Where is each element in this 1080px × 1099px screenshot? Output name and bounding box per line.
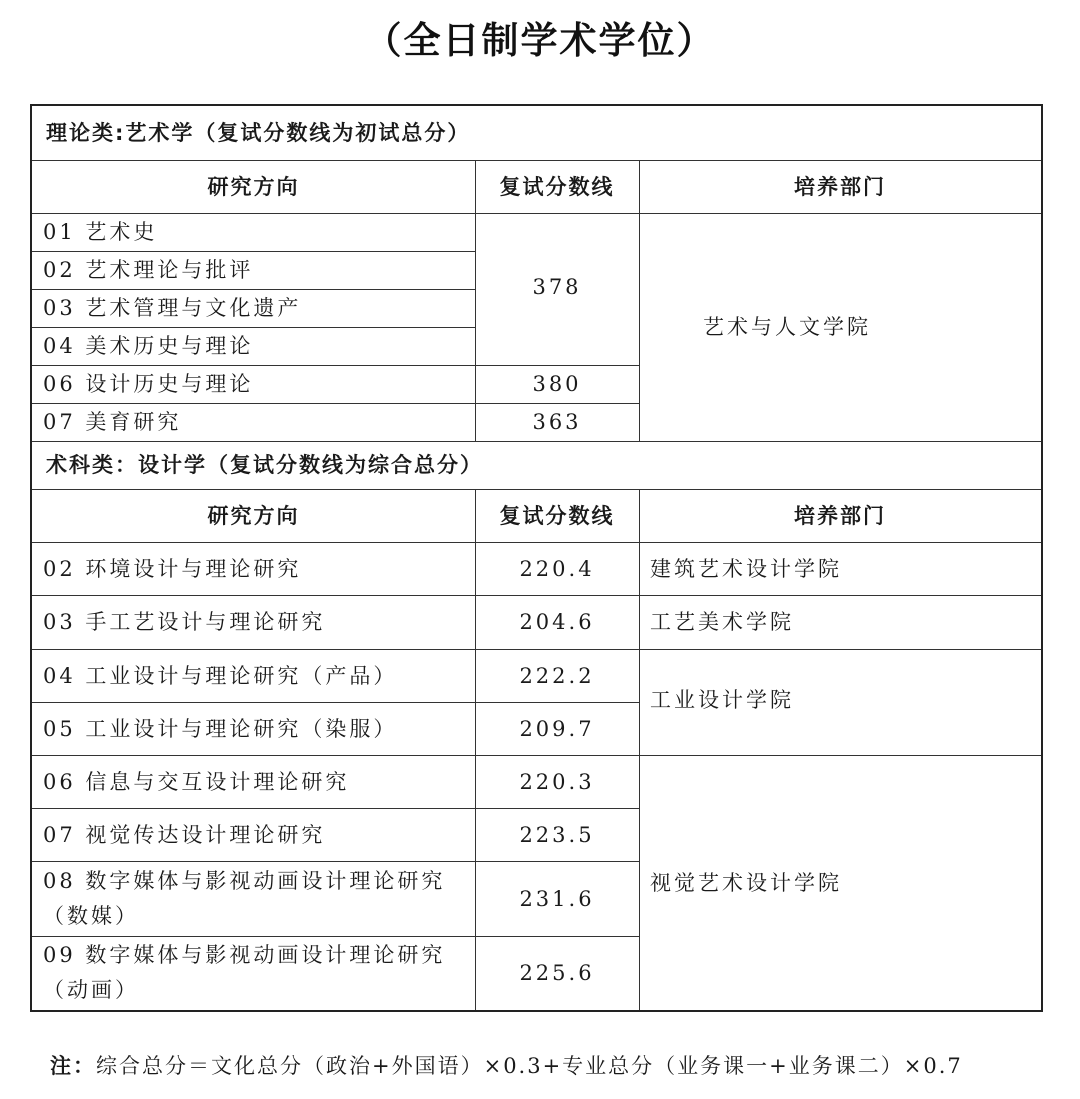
score-table: [30, 104, 1043, 1012]
header-dept: 培养部门: [794, 503, 886, 528]
direction-line: （动画）: [43, 978, 139, 1002]
score-value: 378: [532, 275, 582, 299]
score-value: 231.6: [519, 886, 595, 911]
score-value: 223.5: [519, 822, 595, 847]
table-row-direction: [32, 861, 475, 936]
score-value: 363: [532, 410, 582, 434]
score-value: 225.6: [519, 961, 595, 985]
header-dept: 培养部门: [794, 174, 886, 199]
footnote: [50, 1050, 963, 1080]
section-title-design: 术科类：设计学（复试分数线为综合总分）: [46, 453, 483, 477]
table-row-direction: 04 美术历史与理论: [43, 334, 254, 358]
header-direction: 研究方向: [207, 174, 300, 199]
header-direction: 研究方向: [207, 503, 300, 528]
table-row-direction: 07 视觉传达设计理论研究: [43, 822, 326, 847]
dept-name: 视觉艺术设计学院: [650, 870, 842, 895]
score-value: 220.4: [519, 556, 595, 581]
table-row-direction: 03 手工艺设计与理论研究: [43, 610, 326, 634]
score-value: 380: [532, 372, 582, 396]
dept-name: 艺术与人文学院: [703, 315, 871, 339]
section-title-theory: 理论类:艺术学（复试分数线为初试总分）: [46, 121, 471, 145]
page-title: （全日制学术学位）: [364, 19, 716, 62]
table-row-direction: 04 工业设计与理论研究（产品）: [43, 663, 398, 688]
score-value: 204.6: [519, 610, 595, 634]
dept-name: 工业设计学院: [650, 688, 794, 712]
table-row-direction: 06 设计历史与理论: [43, 372, 254, 396]
header-score: 复试分数线: [499, 174, 615, 199]
table-row-direction: 02 环境设计与理论研究: [43, 556, 302, 581]
score-value: 220.3: [519, 769, 595, 794]
table-row-direction: 07 美育研究: [43, 410, 182, 434]
footnote-text: 综合总分＝文化总分（政治+外国语）×0.3+专业总分（业务课一+业务课二）×0.7: [96, 1054, 963, 1078]
table-row-direction: 06 信息与交互设计理论研究: [43, 769, 350, 794]
header-score: 复试分数线: [499, 503, 615, 528]
score-value: 222.2: [519, 663, 595, 688]
table-row-direction: 05 工业设计与理论研究（染服）: [43, 716, 398, 741]
table-row-direction: 01 艺术史: [43, 220, 158, 244]
dept-name: 工艺美术学院: [650, 610, 794, 634]
score-value: 209.7: [519, 716, 595, 741]
table-row-direction: [32, 936, 475, 1010]
table-row-direction: 03 艺术管理与文化遗产: [43, 296, 302, 320]
direction-line: （数媒）: [43, 903, 139, 928]
direction-line: 09 数字媒体与影视动画设计理论研究: [43, 943, 446, 967]
footnote-label: 注：: [50, 1054, 96, 1078]
table-row-direction: 02 艺术理论与批评: [43, 258, 254, 282]
direction-line: 08 数字媒体与影视动画设计理论研究: [43, 868, 446, 893]
dept-name: 建筑艺术设计学院: [650, 556, 842, 581]
